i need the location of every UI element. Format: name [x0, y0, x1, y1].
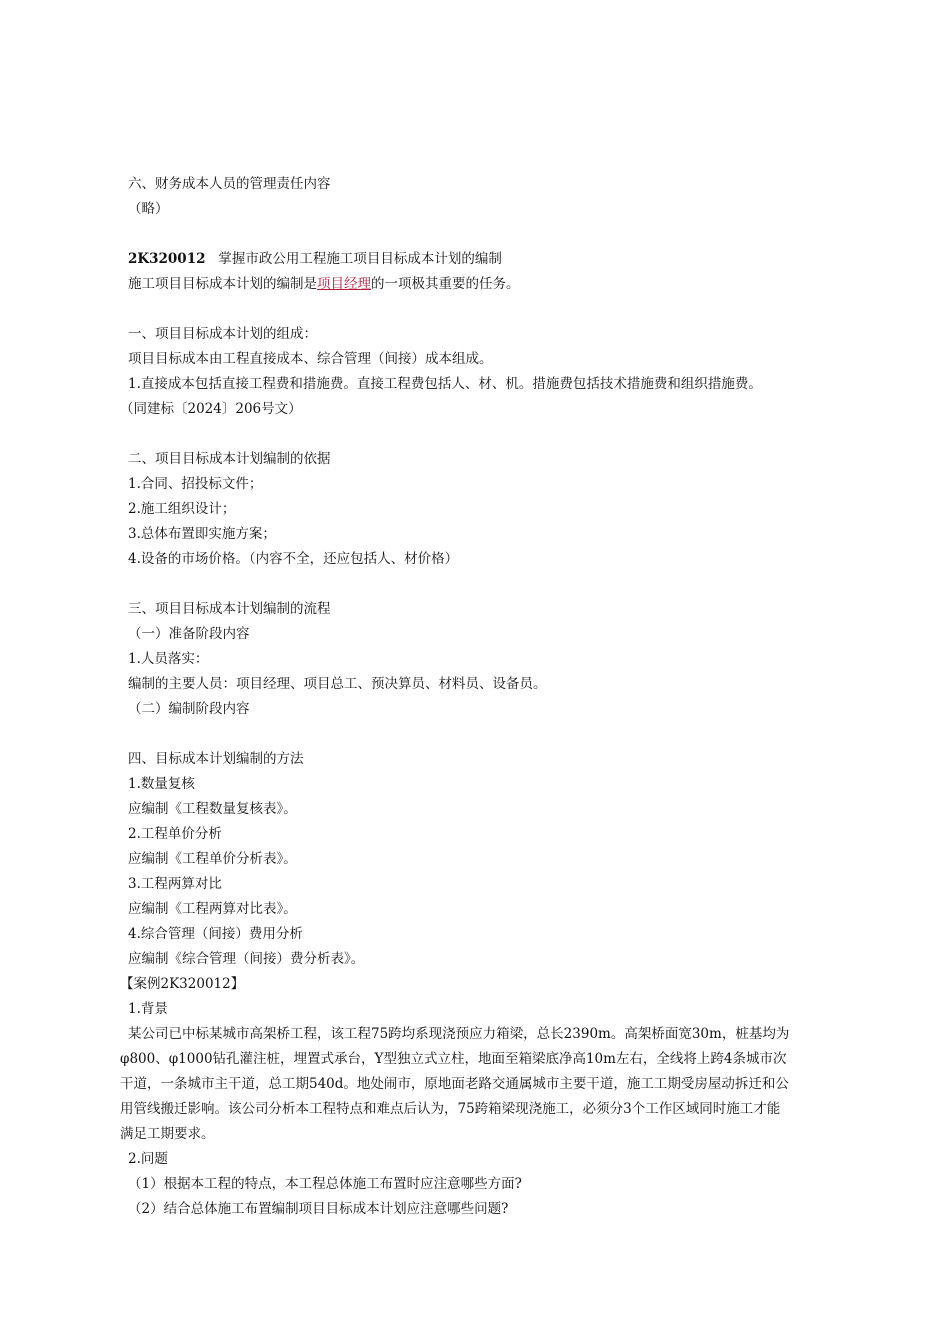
part-3-item-1: 1.人员落实： — [128, 651, 209, 667]
part-2-title: 二、项目目标成本计划编制的依据 — [128, 451, 331, 467]
intro-paragraph — [128, 275, 520, 293]
section-6-omitted: （略） — [128, 201, 169, 217]
part-2-item: 3.总体布置即实施方案； — [128, 526, 276, 542]
question-1: （1）根据本工程的特点，本工程总体施工布置时应注意哪些方面? — [128, 1176, 522, 1192]
part-4-line: 应编制《工程两算对比表》。 — [128, 901, 297, 917]
intro-text-before: 施工项目目标成本计划的编制是 — [128, 276, 317, 292]
part-4-line: 应编制《工程单价分析表》。 — [128, 851, 297, 867]
section-6-title: 六、财务成本人员的管理责任内容 — [128, 176, 331, 192]
background-line: 用管线搬迁影响。该公司分析本工程特点和难点后认为，75跨箱梁现浇施工，必须分3个工作区域同时施工才能 — [120, 1101, 781, 1117]
part-3-subheading-1: （一）准备阶段内容 — [128, 626, 250, 642]
part-4-title: 四、目标成本计划编制的方法 — [128, 751, 304, 767]
part-4-line: 应编制《综合管理（间接）费分析表》。 — [128, 951, 365, 967]
part-1-title: 一、项目目标成本计划的组成： — [128, 326, 317, 342]
background-line: 干道，一条城市主干道，总工期540d。地处闹市，原地面老路交通属城市主要干道，施工工期受房屋动拆迁和公 — [120, 1076, 789, 1092]
project-manager-link[interactable]: 项目经理 — [317, 276, 371, 292]
question-2: （2）结合总体施工布置编制项目目标成本计划应注意哪些问题? — [128, 1201, 509, 1217]
part-3-item-1-text: 编制的主要人员：项目经理、项目总工、预决算员、材料员、设备员。 — [128, 676, 547, 692]
part-4-line: 2.工程单价分析 — [128, 826, 222, 842]
part-3-title: 三、项目目标成本计划编制的流程 — [128, 601, 331, 617]
background-line: φ800、φ1000钻孔灌注桩，埋置式承台，Y型独立式立柱，地面至箱梁底净高10m左右，全线将上跨4条城市次 — [120, 1051, 787, 1067]
case-title: 【案例2K320012】 — [120, 976, 245, 992]
section-code: 2K320012 — [128, 251, 206, 267]
background-line: 某公司已中标某城市高架桥工程，该工程75跨均系现浇预应力箱梁，总长2390m。高架桥面宽30m，桩基均为 — [128, 1026, 790, 1042]
part-4-line: 应编制《工程数量复核表》。 — [128, 801, 297, 817]
background-title: 1.背景 — [128, 1001, 168, 1017]
part-2-item: 2.施工组织设计； — [128, 501, 236, 517]
section-title: 掌握市政公用工程施工项目目标成本计划的编制 — [218, 251, 502, 267]
part-4-line: 1.数量复核 — [128, 776, 195, 792]
part-1-item-1-continued: （同建标〔2024〕206号文） — [120, 401, 302, 417]
section-heading — [128, 250, 502, 268]
part-3-subheading-2: （二）编制阶段内容 — [128, 701, 250, 717]
part-1-text: 项目目标成本由工程直接成本、综合管理（间接）成本组成。 — [128, 351, 493, 367]
question-title: 2.问题 — [128, 1151, 168, 1167]
part-4-line: 3.工程两算对比 — [128, 876, 222, 892]
part-2-item: 1.合同、招投标文件； — [128, 476, 263, 492]
intro-text-after: 的一项极其重要的任务。 — [371, 276, 520, 292]
part-2-item: 4.设备的市场价格。（内容不全，还应包括人、材价格） — [128, 551, 459, 567]
part-1-item-1: 1.直接成本包括直接工程费和措施费。直接工程费包括人、材、机。措施费包括技术措施费和组织措施费。 — [128, 376, 762, 392]
background-line: 满足工期要求。 — [120, 1126, 215, 1142]
part-4-line: 4.综合管理（间接）费用分析 — [128, 926, 303, 942]
